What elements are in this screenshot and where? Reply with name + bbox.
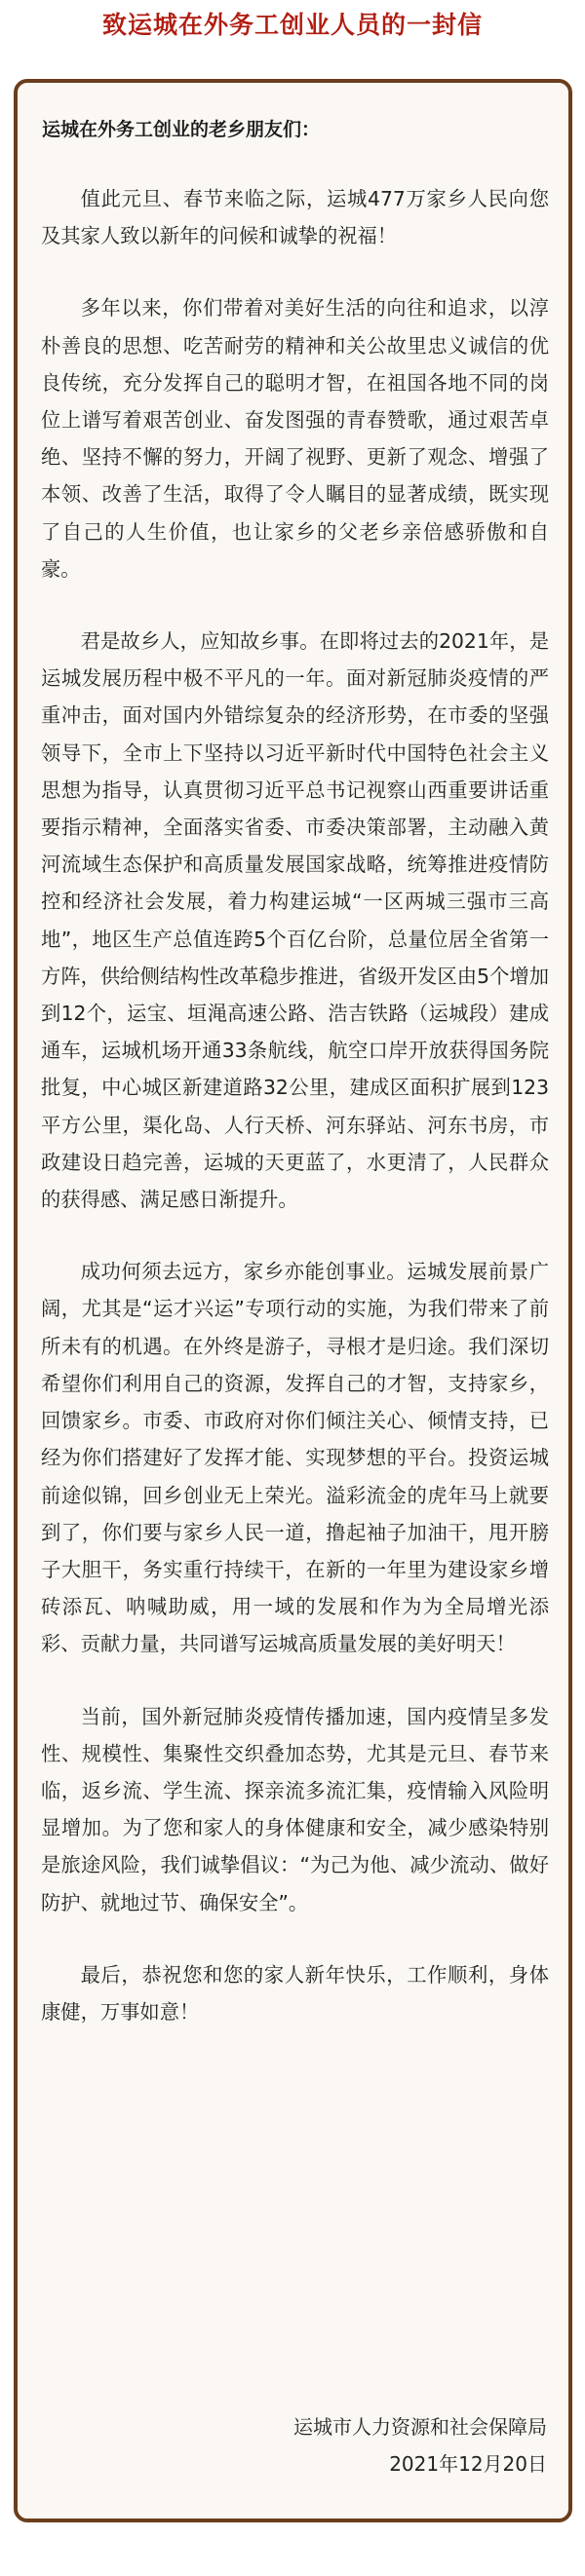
letter-paragraph: 成功何须去远方，家乡亦能创事业。运城发展前景广阔，尤其是“运才兴运”专项行动的实施，为我们带来了前所未有的机遇。在外终是游子，寻根才是归途。我们深切希望你们利用自己的资源，发挥自己的才智，支持家乡，回馈家乡。市委、市政府对你们倾注关心、倾情支持，已经为你们搭建好了发挥才能、实现梦想的平台。投资运城前途似锦，回乡创业无上荣光。溢彩流金的虎年马上就要到了，你们要与家乡人民一道，撸起袖子加油干，甩开膀子大胆干，务实重行持续干，在新的一年里为建设家乡增砖添瓦、呐喊助威，用一域的发展和作为为全局增光添彩、贡献力量，共同谱写运城高质量发展的美好明天！ [41, 1260, 549, 1656]
page-title: 致运城在外务工创业人员的一封信 [101, 11, 483, 39]
letter-paragraph: 值此元旦、春节来临之际，运城477万家乡人民向您及其家人致以新年的问候和诚挚的祝福！ [41, 187, 549, 248]
signature-date: 2021年12月20日 [389, 2452, 547, 2476]
letter-paragraph: 君是故乡人，应知故乡事。在即将过去的2021年，是运城发展历程中极不平凡的一年。面对新冠肺炎疫情的严重冲击，面对国内外错综复杂的经济形势，在市委的坚强领导下，全市上下坚持以习近平新时代中国特色社会主义思想为指导，认真贯彻习近平总书记视察山西重要讲话重要指示精神，全面落实省委、市委决策部署，主动融入黄河流域生态保护和高质量发展国家战略，统筹推进疫情防控和经济社会发展，着力构建运城“一区两城三强市三高地”，地区生产总值连跨5个百亿台阶，总量位居全省第一方阵，供给侧结构性改革稳步推进，省级开发区由5个增加到12个，运宝、垣渑高速公路、浩吉铁路（运城段）建成通车，运城机场开通33条航线，航空口岸开放获得国务院批复，中心城区新建道路32公里，建成区面积扩展到123平方公里，渠化岛、人行天桥、河东驿站、河东书房，市政建设日趋完善，运城的天更蓝了，水更清了，人民群众的获得感、满足感日渐提升。 [41, 629, 549, 1212]
letter-paragraph: 当前，国外新冠肺炎疫情传播加速，国内疫情呈多发性、规模性、集聚性交织叠加态势，尤其是元旦、春节来临，返乡流、学生流、探亲流多流汇集，疫情输入风险明显增加。为了您和家人的身体健康和安全，减少感染特别是旅途风险，我们诚挚倡议：“为己为他、减少流动、做好防护、就地过节、确保安全”。 [41, 1704, 549, 1914]
signature-organization: 运城市人力资源和社会保障局 [293, 2415, 547, 2439]
letter-frame [14, 79, 572, 2522]
letter-signature [293, 2408, 547, 2482]
letter-salutation: 运城在外务工创业的老乡朋友们： [42, 119, 321, 140]
letter-paragraph: 多年以来，你们带着对美好生活的向往和追求，以淳朴善良的思想、吃苦耐劳的精神和关公故里忠义诚信的优良传统，充分发挥自己的聪明才智，在祖国各地不同的岗位上谱写着艰苦创业、奋发图强的青春赞歌，通过艰苦卓绝、坚持不懈的努力，开阔了视野、更新了观念、增强了本领、改善了生活，取得了令人瞩目的显著成绩，既实现了自己的人生价值，也让家乡的父老乡亲倍感骄傲和自豪。 [41, 296, 549, 581]
letter-paragraph: 最后，恭祝您和您的家人新年快乐，工作顺利，身体康健，万事如意！ [41, 1962, 549, 2024]
letter-body [41, 180, 549, 2065]
